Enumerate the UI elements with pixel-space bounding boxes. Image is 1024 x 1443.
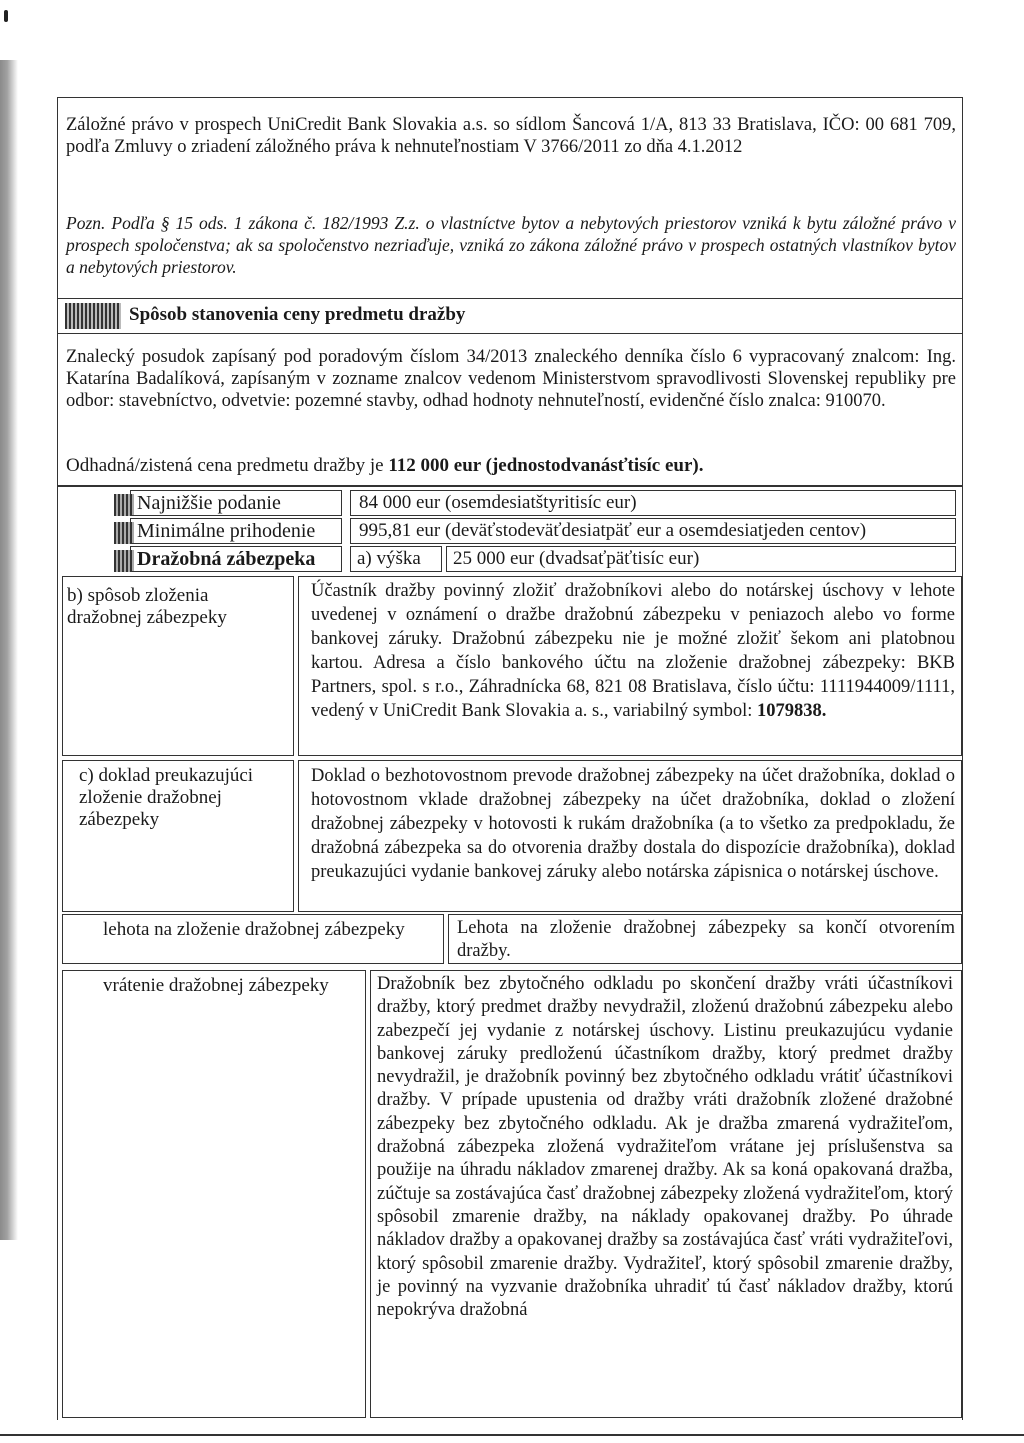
deposit-value: 25 000 eur (dvadsaťpäťtisíc eur) (453, 548, 700, 569)
scan-shadow (0, 60, 18, 1240)
b-text-box (298, 576, 962, 756)
c-text: Doklad o bezhotovostnom prevode dražobnej zábezpeky na účet dražobníka, doklad o hotovostnom vklade dražobnej zábezpeky na účet dražobníka, doklad o zložení dražobnej zábezpeky v hotovosti k rukám dražobníka (a to všetko za predpokladu, že dražobná zábezpeka sa do otvorenia dražby dostala do dispozície dražobníka), doklad preukazujúci vydanie bankovej záruky alebo notárska zápisnica o notárskej úschove. (311, 766, 955, 882)
scan-speck (4, 10, 8, 22)
b-label-box (62, 576, 294, 756)
page-bottom-rule (0, 1434, 1024, 1436)
e-text-box (370, 970, 962, 1418)
b-label: b) spôsob zloženia dražobnej zábezpeky (67, 585, 227, 628)
divider (57, 485, 963, 487)
c-text-box (298, 760, 962, 912)
deposit-sub-box (350, 546, 442, 572)
note-paragraph: Pozn. Podľa § 15 ods. 1 zákona č. 182/1993 Z.z. o vlastníctve bytov a nebytových priestorov vzniká k bytu záložné právo v prospech spoločenstva; ak sa spoločenstvo nezriaďuje, vzniká zo zákona záložné právo v prospech ostatných vlastníkov bytov a nebytových priestorov. (66, 213, 956, 277)
min-increment-label: Minimálne prihodenie (137, 520, 316, 542)
lowest-bid-label-box (130, 490, 342, 516)
deposit-label-box (130, 546, 342, 572)
d-label-box (62, 914, 444, 964)
d-label: lehota na zloženie dražobnej zábezpeky (103, 919, 405, 940)
b-text (311, 579, 955, 723)
e-label: vrátenie dražobnej zábezpeky (103, 975, 329, 996)
deposit-value-box (446, 546, 956, 572)
section-header (57, 298, 963, 334)
d-text: Lehota na zloženie dražobnej zábezpeky sa končí otvorením dražby. (457, 918, 955, 961)
estimate-value: 112 000 eur (jednostodvanásťtisíc eur). (388, 455, 704, 476)
e-text: Dražobník bez zbytočného odkladu po skončení dražby vráti účastníkovi dražby, ktorý predmet dražby nevydražil, zloženú dražobnú zábezpeku alebo zabezpečí jej vydanie z notárskej úschovy. Listinu preukazujúcu vydanie bankovej záruky predloženú účastníkom dražby, ktorý predmet dražby nevydražil, je dražobník povinný bez zbytočného odkladu vrátiť účastníkovi dražby. V prípade upustenia od dražby vráti dražobník zložené dražobné zábezpeky bez zbytočného odkladu. Ak je dražba zmarená vydražiteľom, dražobná zábezpeka zložená vydražiteľom vrátane jej príslušenstva sa použije na úhradu nákladov zmarenej dražby. Ak sa koná opakovaná dražba, zúčtuje sa zostávajúca časť dražobnej zábezpeky zložená vydražiteľom, ktorý spôsobil zmarenie dražby, na náklady opakovanej dražby. Po úhrade nákladov dražby a opakovanej dražby sa zostávajúca časť vráti vydražiteľovi, ktorý spôsobil zmarenie dražby. Vydražiteľ, ktorý spôsobil zmarenie dražby, je povinný na vyzvanie dražobníka uhradiť tú časť nákladov dražby, ktorú nepokrýva dražobná (377, 974, 953, 1321)
lowest-bid-value: 84 000 eur (osemdesiatštyritisíc eur) (359, 492, 637, 513)
lowest-bid-label: Najnižšie podanie (137, 492, 281, 514)
estimate-prefix: Odhadná/zistená cena predmetu dražby je (66, 455, 389, 476)
e-label-box (62, 970, 366, 1418)
section-title: Spôsob stanovenia ceny predmetu dražby (129, 304, 466, 325)
min-increment-value-box (350, 518, 956, 544)
c-label: c) doklad preukazujúci zloženie dražobnej zábezpeky (79, 765, 254, 830)
min-increment-label-box (130, 518, 342, 544)
min-increment-value: 995,81 eur (deväťstodeväťdesiatpäť eur a osemdesiatjeden centov) (359, 520, 867, 541)
c-label-box (62, 760, 294, 912)
lowest-bid-value-box (350, 490, 956, 516)
d-text-box (448, 914, 962, 964)
deposit-sub-label: a) výška (357, 548, 421, 569)
deposit-label: Dražobná zábezpeka (137, 548, 316, 570)
lien-paragraph: Záložné právo v prospech UniCredit Bank Slovakia a.s. so sídlom Šancová 1/A, 813 33 Bratislava, IČO: 00 681 709, podľa Zmluvy o zriadení záložného práva k nehnuteľnostiam V 3766/2011 zo dňa 4.1.2012 (66, 115, 956, 157)
expert-paragraph: Znalecký posudok zapísaný pod poradovým číslom 34/2013 znaleckého denníka číslo 6 vypracovaný znalcom: Ing. Katarína Badalíková, zapísaným v zozname znalcov vedenom Ministerstvom spravodlivosti Slovenskej republiky pre odbor: stavebníctvo, odvetvie: pozemné stavby, odhad hodnoty nehnuteľností, evidenčné číslo znalca: 910070. (66, 347, 956, 411)
estimate-line (66, 455, 956, 477)
b-variable-symbol: 1079838. (757, 701, 827, 721)
b-text-body: Účastník dražby povinný zložiť dražobníkovi alebo do notárskej úschovy v lehote uvedenej v oznámení o dražbe dražobnú zábezpeku v peniazoch alebo vo forme bankovej záruky. Dražobnú zábezpeku nie je možné zložiť šekom ani platobnou kartou. Adresa a číslo bankového účtu na zloženie dražobnej zábezpeky: BKB Partners, spol. s r.o., Záhradnícka 68, 821 08 Bratislava, číslo účtu: 1111944009/1111, vedený v UniCredit Bank Slovakia a. s., variabilný symbol: (311, 581, 955, 721)
section-marker-icon (65, 303, 121, 329)
